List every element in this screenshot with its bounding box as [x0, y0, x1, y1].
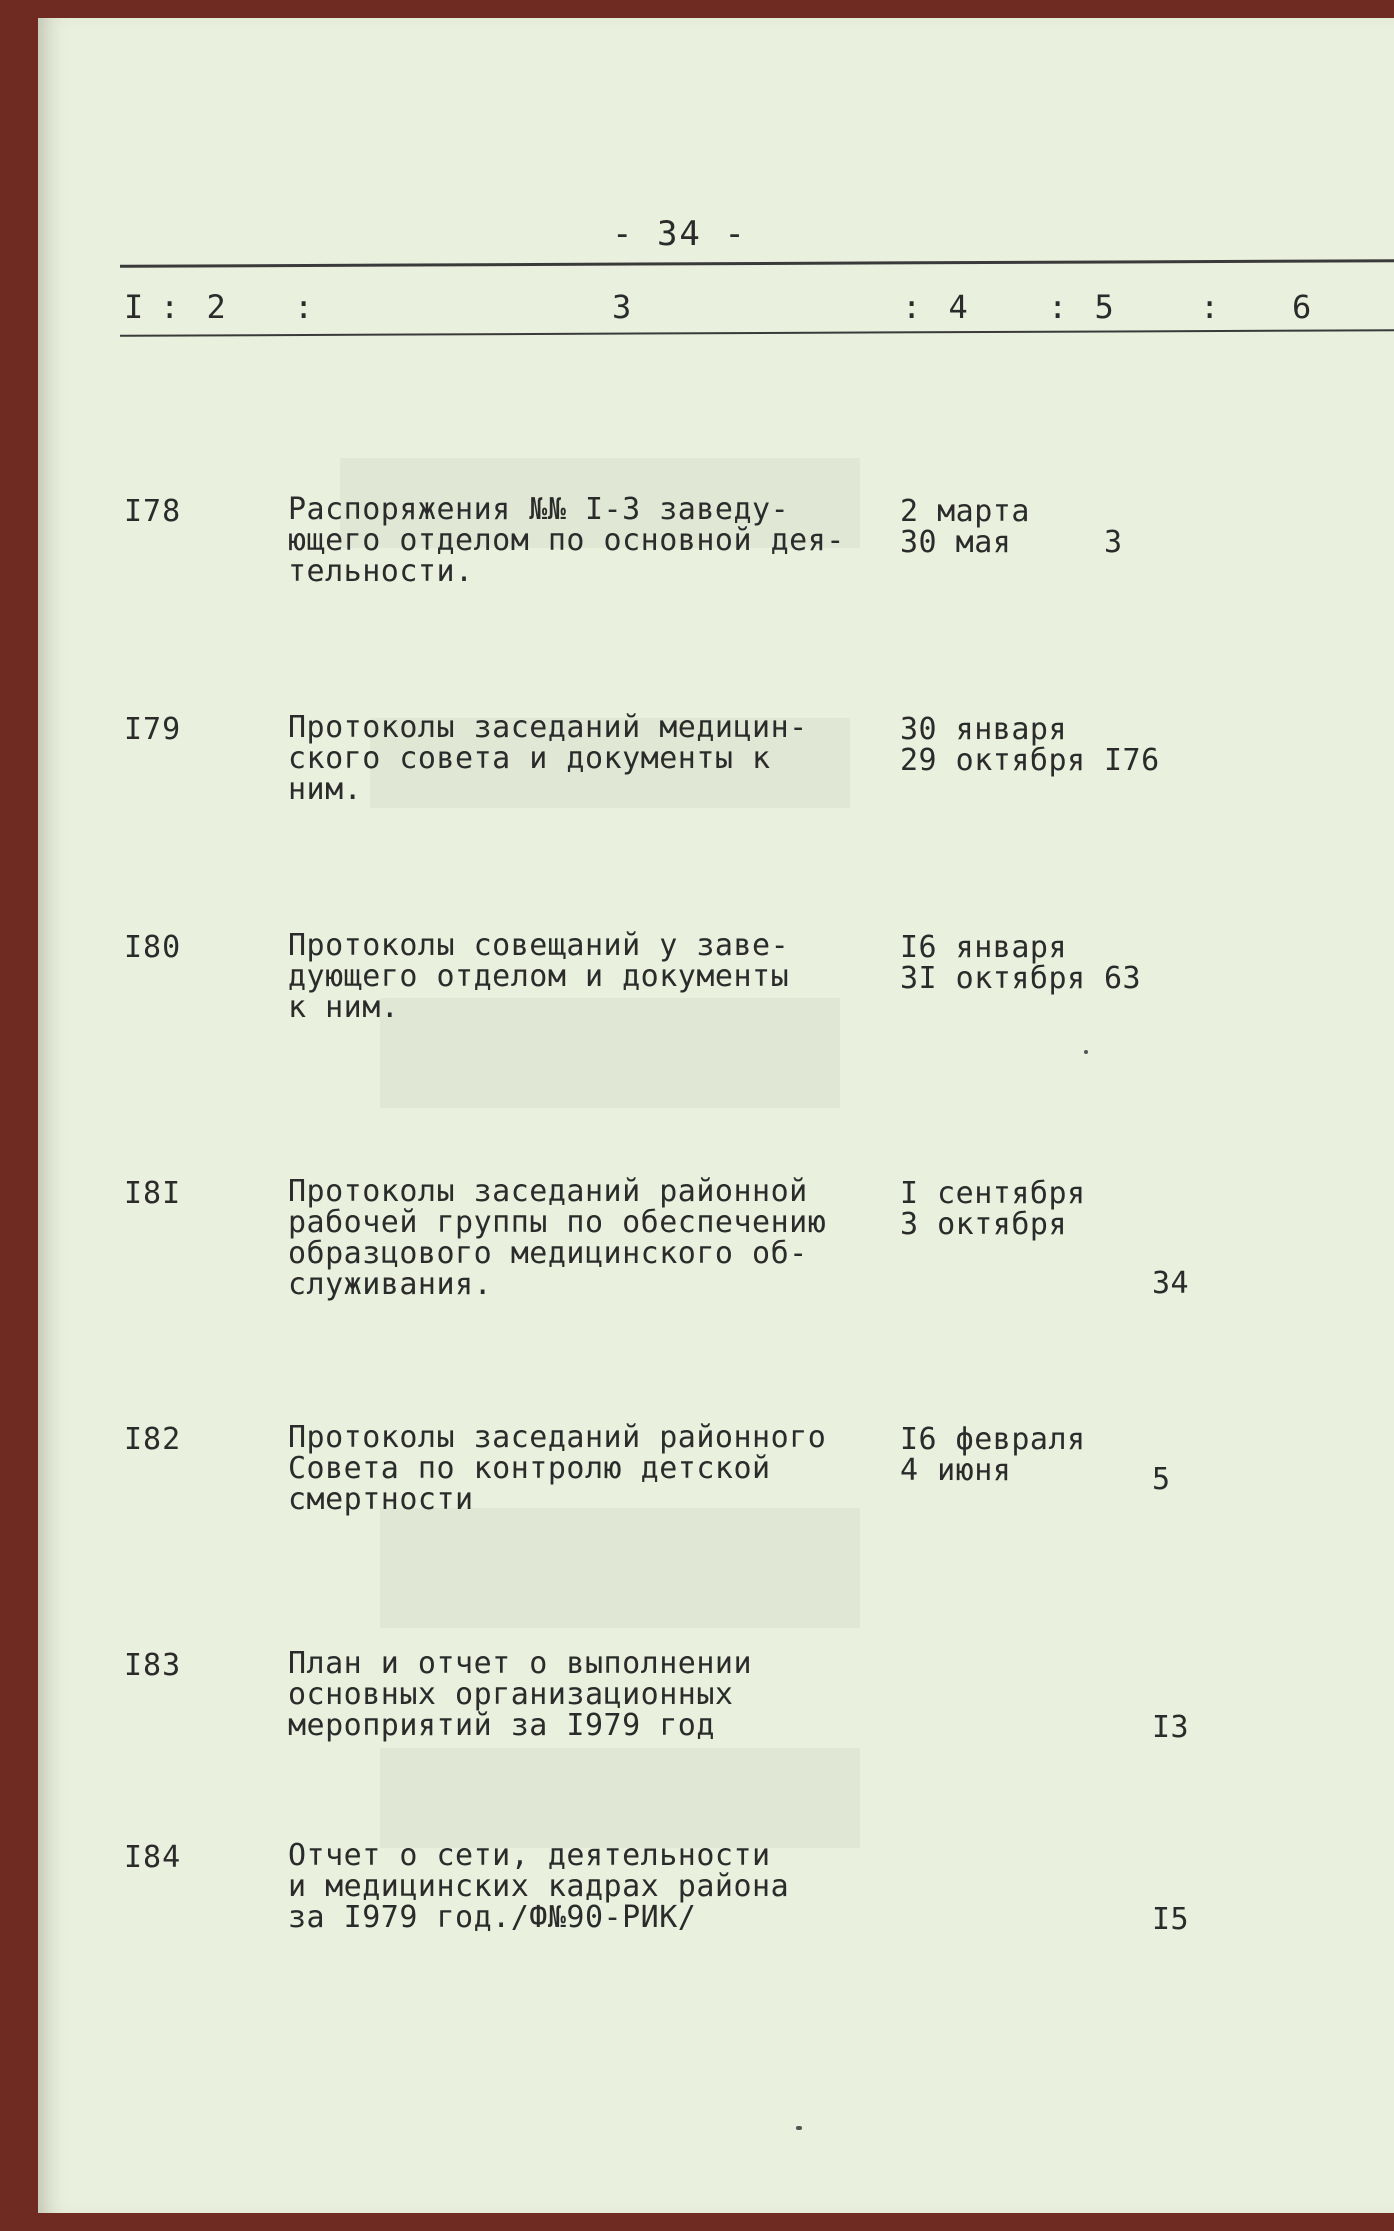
entry-sheet-count: 5	[1152, 1462, 1171, 1497]
inventory-entry	[40, 1648, 1394, 1768]
entry-date-start: I сентября	[900, 1176, 1086, 1211]
description-line: тельности.	[288, 554, 474, 589]
inventory-entry	[40, 1174, 1394, 1302]
description-line: План и отчет о выполнении	[288, 1646, 753, 1681]
entry-sheet-count: I76	[1104, 743, 1160, 778]
inventory-entry	[40, 712, 1394, 832]
description-line: служивания.	[288, 1267, 493, 1302]
inventory-entry	[40, 1422, 1394, 1542]
entry-description	[288, 494, 848, 587]
column-header-6: 6	[1292, 288, 1316, 326]
entry-description	[288, 930, 848, 1023]
entry-sheet-count: I5	[1152, 1902, 1190, 1937]
entry-date-start: I6 января	[900, 930, 1068, 965]
entry-sheet-count: 34	[1152, 1266, 1190, 1301]
description-line: Протоколы совещаний у заве-	[288, 928, 790, 963]
entry-number: I78	[124, 494, 182, 529]
description-line: Совета по контролю детской	[288, 1451, 771, 1486]
entry-number: I80	[124, 930, 182, 965]
entry-number: I79	[124, 712, 182, 747]
column-header-1: I	[124, 288, 148, 326]
description-line: Протоколы заседаний районного	[288, 1420, 827, 1455]
description-line: Протоколы заседаний медицин-	[288, 710, 808, 745]
archive-page	[38, 18, 1394, 2213]
description-line: смертности	[288, 1482, 474, 1517]
entry-description	[288, 1176, 848, 1300]
entry-date-end: 3 октября	[900, 1207, 1068, 1242]
entry-number: I8I	[124, 1176, 182, 1211]
entry-number: I84	[124, 1840, 182, 1875]
inventory-entry	[40, 1840, 1394, 1960]
entry-date-start: I6 февраля	[900, 1422, 1086, 1457]
description-line: дующего отделом и документы	[288, 959, 790, 994]
description-line: рабочей группы по обеспечению	[288, 1205, 827, 1240]
description-line: мероприятий за I979 год	[288, 1708, 715, 1743]
description-line: Отчет о сети, деятельности	[288, 1838, 771, 1873]
header-rule-top	[120, 259, 1394, 268]
description-line: ющего отделом по основной дея-	[288, 523, 845, 558]
column-header-separator: :	[294, 288, 318, 326]
column-header-5: : 5	[1048, 288, 1118, 326]
entry-date-end: 29 октября	[900, 743, 1086, 778]
page-number: - 34 -	[612, 214, 747, 254]
entry-number: I83	[124, 1648, 182, 1683]
description-line: основных организационных	[288, 1677, 734, 1712]
header-rule-bottom	[120, 329, 1394, 337]
entry-description	[288, 1840, 848, 1933]
description-line: и медицинских кадрах района	[288, 1869, 790, 1904]
entry-date-end: 4 июня	[900, 1453, 1012, 1488]
entry-description	[288, 1422, 848, 1515]
entry-number: I82	[124, 1422, 182, 1457]
description-line: образцового медицинского об-	[288, 1236, 808, 1271]
column-header-2: : 2	[160, 288, 230, 326]
entry-sheet-count: I3	[1152, 1710, 1190, 1745]
description-line: ского совета и документы к	[288, 741, 771, 776]
entry-sheet-count: 3	[1104, 525, 1123, 560]
column-header-3: 3	[612, 288, 636, 326]
inventory-entry	[40, 930, 1394, 1050]
description-line: Протоколы заседаний районной	[288, 1174, 808, 1209]
inventory-entry	[40, 494, 1394, 614]
column-header-4: : 4	[902, 288, 972, 326]
description-line: за I979 год./Ф№90-РИК/	[288, 1900, 697, 1935]
entry-description	[288, 712, 848, 805]
entry-date-start: 30 января	[900, 712, 1068, 747]
entry-date-start: 2 марта	[900, 494, 1030, 529]
entry-date-end: 3I октября	[900, 961, 1086, 996]
column-header-separator-2: :	[1200, 288, 1224, 326]
entry-date-end: 30 мая	[900, 525, 1012, 560]
entry-sheet-count: 63	[1104, 961, 1142, 996]
description-line: ним.	[288, 772, 363, 807]
entry-description	[288, 1648, 848, 1741]
paper-speck	[796, 2126, 802, 2130]
description-line: к ним.	[288, 990, 400, 1025]
paper-speck	[1084, 1050, 1088, 1054]
description-line: Распоряжения №№ I-3 заведу-	[288, 492, 790, 527]
